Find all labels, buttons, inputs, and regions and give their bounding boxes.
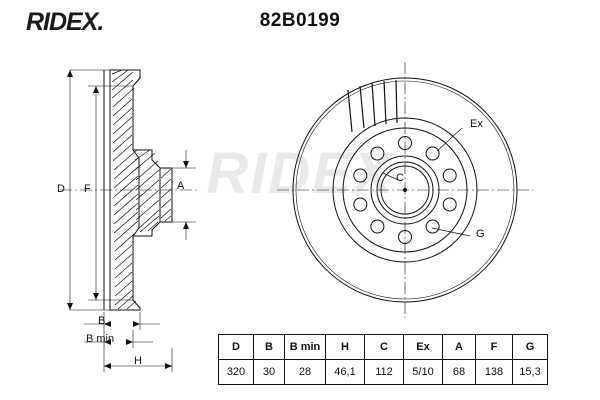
spec-header-B: B: [254, 335, 285, 360]
spec-value-A: 68: [443, 360, 476, 385]
side-view-dimensions: [67, 70, 196, 372]
spec-value-Ex: 5/10: [404, 360, 443, 385]
spec-header-D: D: [219, 335, 254, 360]
label-Ex: Ex: [470, 118, 483, 130]
label-H: H: [134, 355, 142, 367]
spec-header-C: C: [365, 335, 404, 360]
watermark: RIDEX: [206, 141, 394, 206]
brand-logo-text: RIDEX: [26, 8, 98, 36]
spec-value-B-min: 28: [285, 360, 326, 385]
spec-header-G: G: [513, 335, 548, 360]
label-C: C: [396, 172, 404, 184]
front-view-disc: [277, 62, 533, 318]
spec-table: [218, 334, 548, 385]
spec-header-F: F: [476, 335, 513, 360]
spec-value-D: 320: [219, 360, 254, 385]
spec-value-B: 30: [254, 360, 285, 385]
label-B-min: B min: [86, 333, 115, 345]
spec-header-A: A: [443, 335, 476, 360]
spec-value-C: 112: [365, 360, 404, 385]
spec-value-F: 138: [476, 360, 513, 385]
label-B: B: [98, 315, 106, 327]
spec-value-H: 46,1: [326, 360, 365, 385]
label-A: A: [177, 180, 185, 192]
spec-header-H: H: [326, 335, 365, 360]
spec-header-Ex: Ex: [404, 335, 443, 360]
label-D: D: [57, 183, 65, 195]
label-F: F: [84, 183, 91, 195]
spec-table-value-row: [219, 360, 548, 385]
spec-header-B-min: B min: [285, 335, 326, 360]
brand-logo-dot: .: [97, 8, 104, 36]
spec-value-G: 15,3: [513, 360, 548, 385]
label-G: G: [476, 228, 485, 240]
spec-table-header-row: [219, 335, 548, 360]
part-number: 82B0199: [259, 10, 341, 31]
